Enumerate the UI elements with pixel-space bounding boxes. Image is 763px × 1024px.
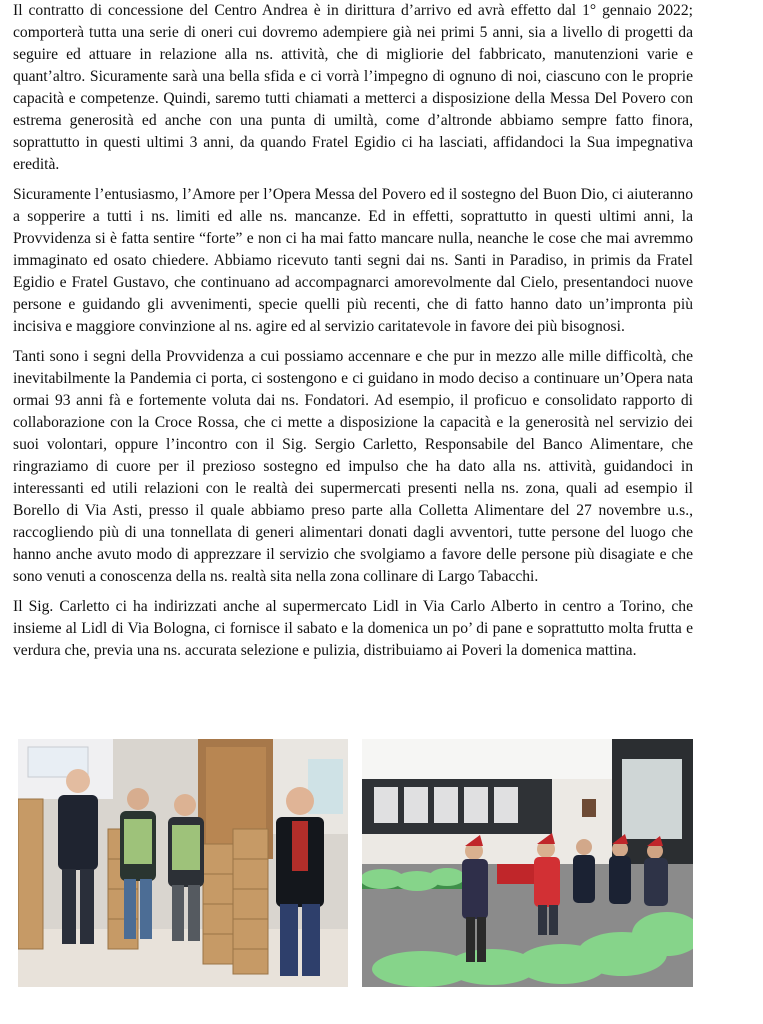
paragraph-3: Tanti sono i segni della Provvidenza a cui possiamo accennare e che pur in mezzo alle mille difficoltà, che inevitabilmente la Pandemia ci porta, ci sostengono e ci guidano in modo deciso a continuare un’Opera nata ormai 93 anni fà e fortemente voluta dai ns. Fondatori. Ad esempio, il proficuo e consolidato rapporto di collaborazione con la Croce Rossa, che ci mette a disposizione la capacità e la generosità nel servizio dei suoi volontari, oppure l’incontro con il Sig. Sergio Carletto, Responsabile del Banco Alimentare, che ringraziamo di cuore per il prezioso sostegno ed impulso che ha dato alla ns. attività, guidandoci in interessanti ed utili relazioni con le realtà dei supermercati presenti nella ns. zona, quali ad esempio il Borello di Via Asti, presso il quale abbiamo preso parte alla Colletta Alimentare del 27 novembre u.s., raccogliendo più di una tonnellata di generi alimentari donati dagli avventori, tutte persone del luogo che hanno anche avuto modo di apprezzare il servizio che svolgiamo a favore delle persone più disagiate e che sono venuti a conoscenza della ns. realtà sita nella zona collinare di Largo Tabacchi.: [13, 348, 693, 585]
photo-volunteers-with-boxes: [18, 739, 348, 987]
paragraph-2: Sicuramente l’entusiasmo, l’Amore per l’Opera Messa del Povero ed il sostegno del Buon Dio, ci aiuteranno a sopperire a tutti i ns. limiti ed alle ns. mancanze. Ed in effetti, soprattutto in questi ultimi anni, la Provvidenza si è fatta sentire “forte” e non ci ha mai fatto mancare nulla, neanche le cose che mai avremmo immaginato ed osato chiedere. Abbiamo ricevuto tanti segni dai ns. Santi in Paradiso, in primis da Fratel Egidio e Fratel Gustavo, che continuano ad accompagnarci amorevolmente dal Cielo, presentandoci nuove persone e guidando gli avvenimenti, specie quelli più recenti, che di fatto hanno dato un’impronta più incisiva e maggiore convinzione al ns. agire ed al servizio caritatevole in favore dei più bisognosi.: [13, 186, 693, 335]
paragraph-1: Il contratto di concessione del Centro Andrea è in dirittura d’arrivo ed avrà effetto dal 1° gennaio 2022; comporterà tutta una serie di oneri cui dovremo adempiere già nei primi 5 anni, sia a livello di progetti da seguire ed attuare in relazione alla ns. attività, che di migliorie del fabbricato, manutenzioni varie e quant’altro. Sicuramente sarà una bella sfida e ci vorrà l’impegno di ognuno di noi, ciascuno con le proprie capacità e competenze. Quindi, saremo tutti chiamati a metterci a disposizione della Messa Del Povero con estrema generosità ed anche con una punta di umiltà, come d’altronde abbiamo sempre fatto finora, soprattutto in questi ultimi 3 anni, da quando Fratel Egidio ci ha lasciati, affidandoci la Sua impegnativa eredità.: [13, 2, 693, 173]
photo-christmas-distribution-hall: [362, 739, 693, 987]
document-body: [13, 0, 693, 670]
paragraph-4: Il Sig. Carletto ci ha indirizzati anche al supermercato Lidl in Via Carlo Alberto in centro a Torino, che insieme al Lidl di Via Bologna, ci fornisce il sabato e la domenica un po’ di pane e soprattutto molta frutta e verdura che, previa una ns. accurata selezione e pulizia, distribuiamo ai Poveri la domenica mattina.: [13, 598, 693, 659]
photo-row: [18, 739, 694, 987]
